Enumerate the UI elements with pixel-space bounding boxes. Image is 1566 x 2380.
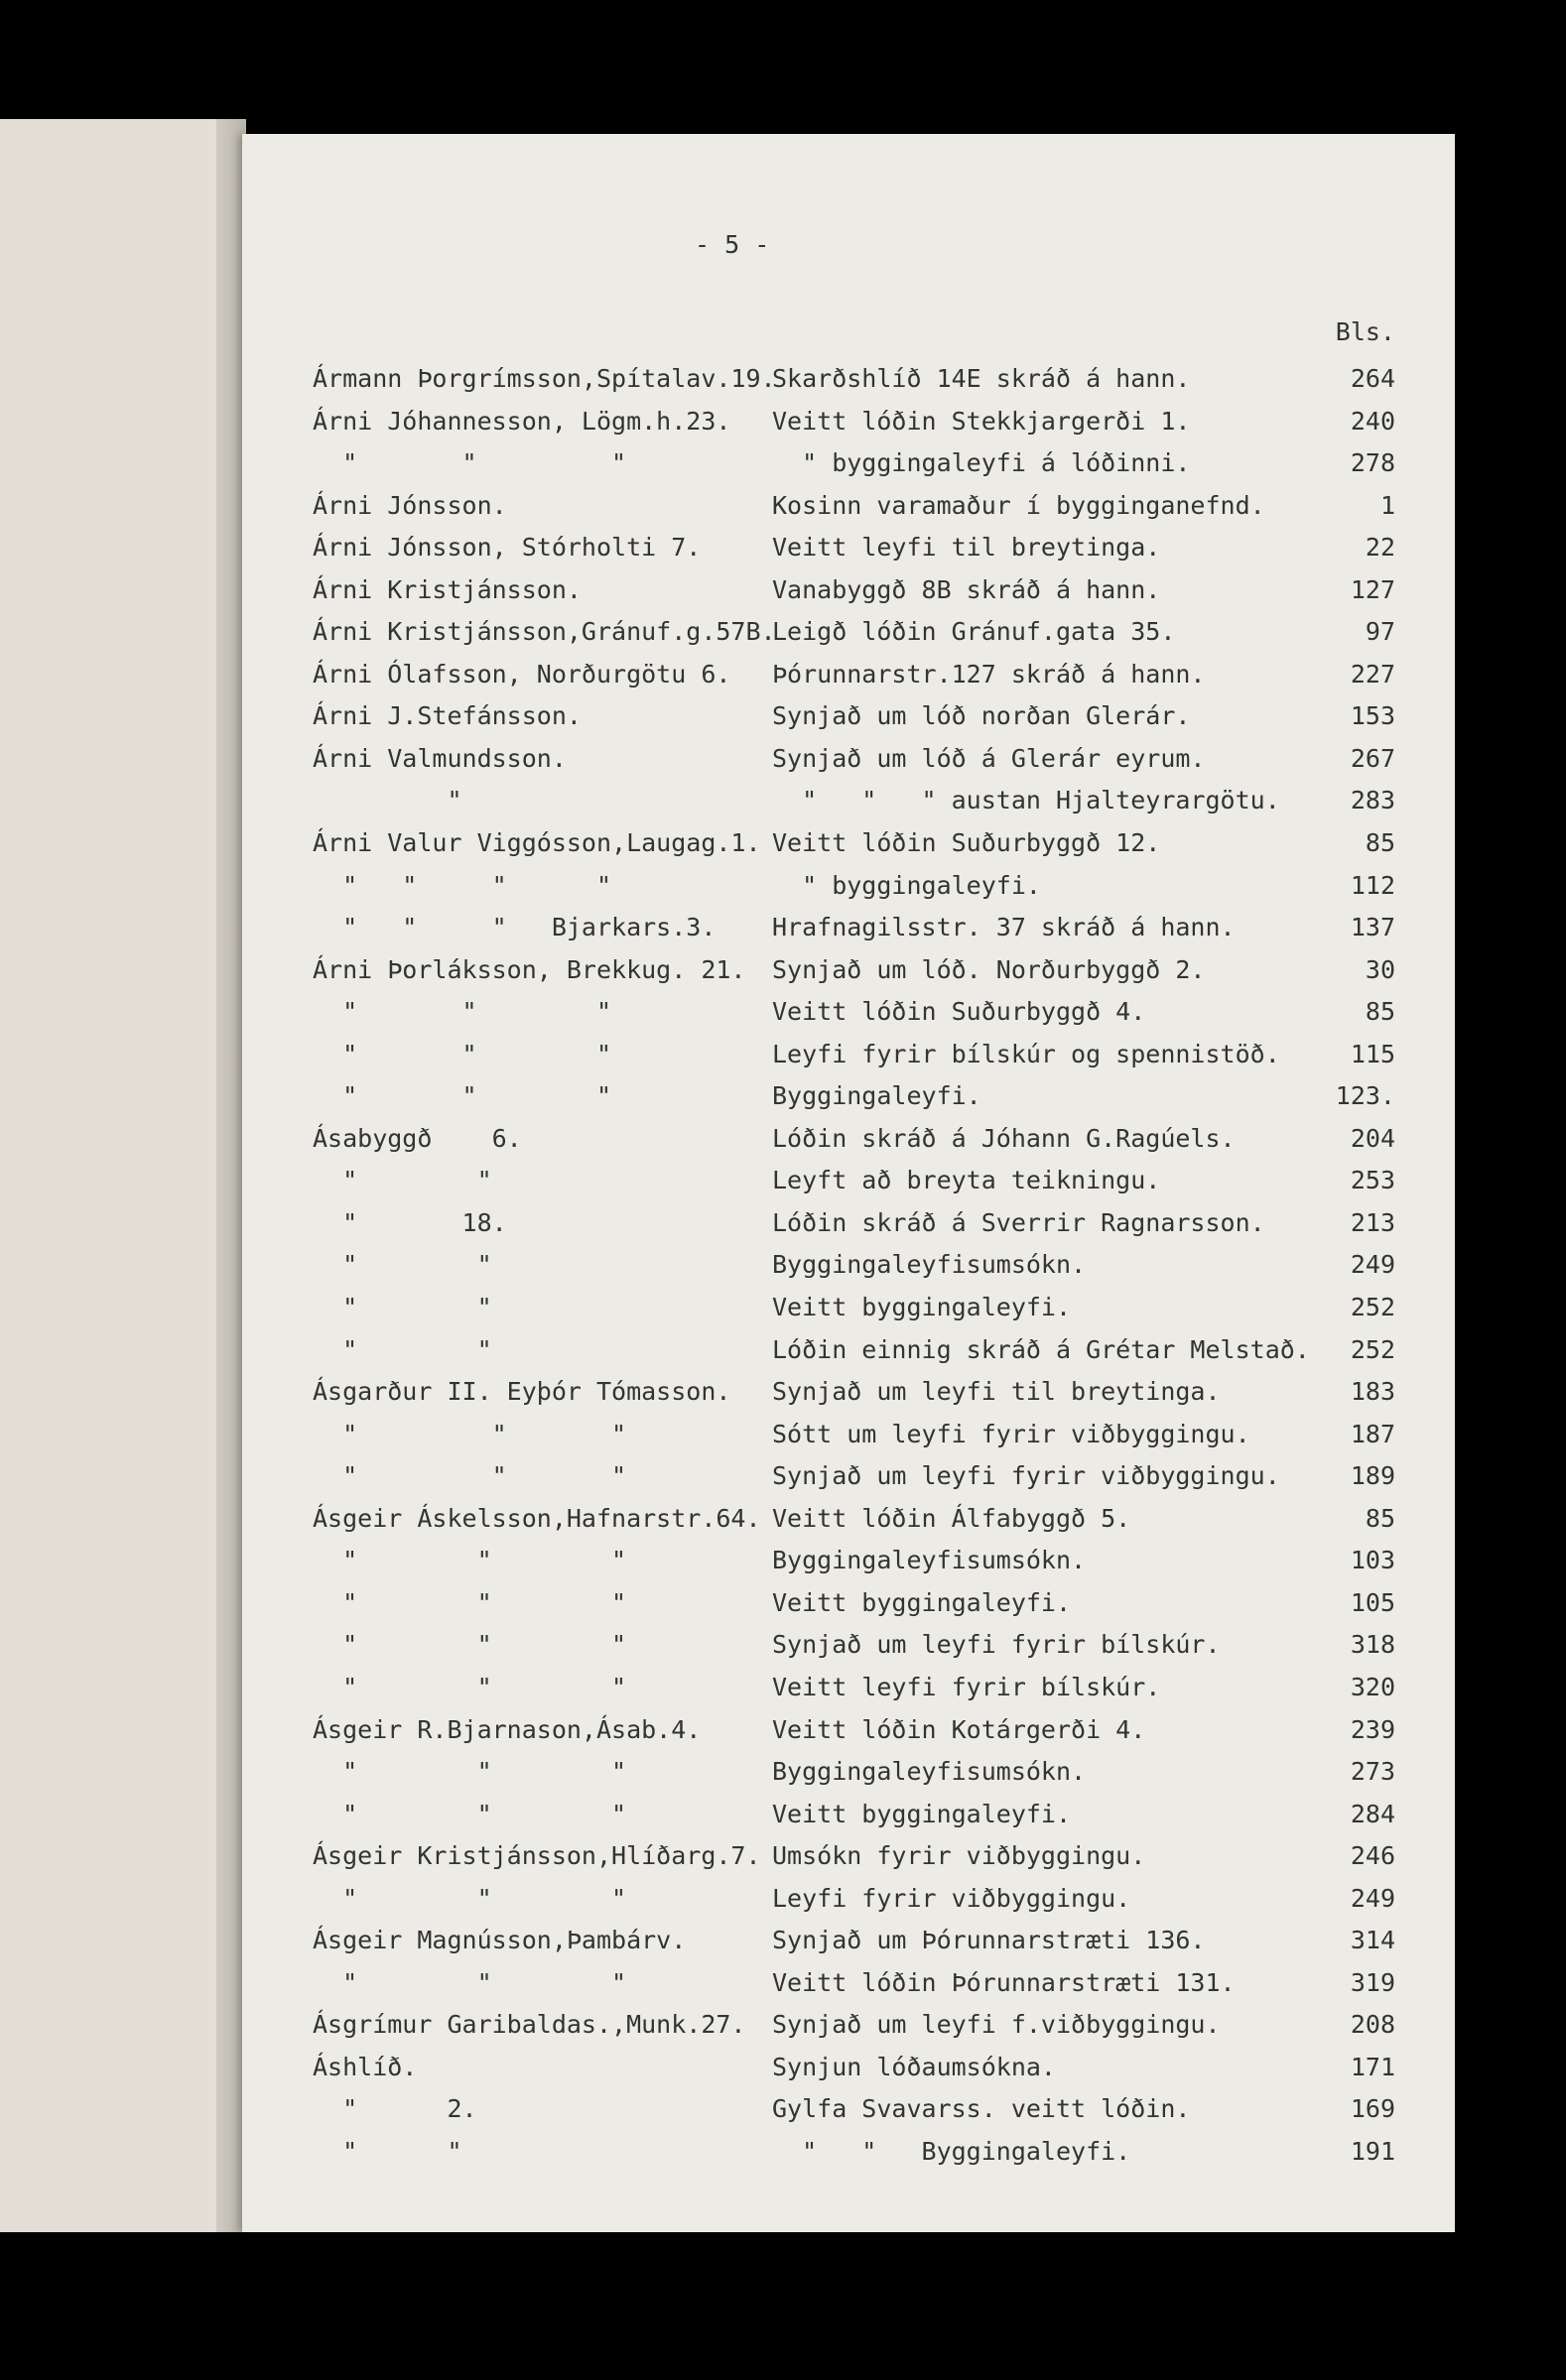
entry-page-number: 273 — [1350, 1757, 1395, 1787]
entry-name: " " " — [313, 1587, 627, 1617]
entry-page-number: 171 — [1350, 2052, 1395, 2081]
index-row — [313, 1329, 1395, 1372]
entry-name: " " — [313, 1334, 492, 1364]
index-row — [313, 1414, 1395, 1456]
index-row — [313, 442, 1395, 485]
entry-page-number: 105 — [1350, 1587, 1395, 1617]
entry-description: Veitt lóðin Suðurbyggð 4. — [772, 997, 1146, 1027]
entry-description: Veitt leyfi fyrir bílskúr. — [772, 1672, 1161, 1701]
entry-description: Sótt um leyfi fyrir viðbyggingu. — [772, 1419, 1250, 1448]
index-row — [313, 654, 1395, 696]
entry-page-number: 127 — [1350, 574, 1395, 604]
entry-description: Skarðshlíð 14E skráð á hann. — [772, 364, 1191, 393]
index-row — [313, 907, 1395, 949]
entry-name: Árni Kristjánsson. — [313, 574, 582, 604]
entry-page-number: 284 — [1350, 1799, 1395, 1828]
entry-name: Árni Kristjánsson,Gránuf.g.57B. — [313, 617, 776, 647]
entry-description: Byggingaleyfisumsókn. — [772, 1757, 1087, 1787]
entry-name: " " " Bjarkars.3. — [313, 913, 717, 942]
entry-description: Veitt leyfi til breytinga. — [772, 533, 1161, 563]
index-row — [313, 1751, 1395, 1794]
entry-page-number: 264 — [1350, 364, 1395, 393]
entry-page-number: 249 — [1350, 1250, 1395, 1280]
index-row — [313, 991, 1395, 1034]
index-row — [313, 1794, 1395, 1836]
entry-name: " " " — [313, 1967, 627, 1997]
entry-description: Leyft að breyta teikningu. — [772, 1166, 1161, 1195]
entry-page-number: 246 — [1350, 1841, 1395, 1871]
entry-name: " " " " — [313, 870, 612, 900]
index-row — [313, 1582, 1395, 1625]
entry-name: Ásgeir Kristjánsson,Hlíðarg.7. — [313, 1841, 761, 1871]
entry-name: Ásgeir R.Bjarnason,Ásab.4. — [313, 1714, 702, 1744]
index-row — [313, 695, 1395, 738]
entry-description: Synjað um lóð. Norðurbyggð 2. — [772, 954, 1206, 984]
entry-name: " " " — [313, 1081, 612, 1111]
entry-name: Árni Þorláksson, Brekkug. 21. — [313, 954, 746, 984]
entry-description: Kosinn varamaður í bygginganefnd. — [772, 490, 1265, 520]
entry-name: Ásgrímur Garibaldas.,Munk.27. — [313, 2010, 746, 2040]
entry-name: " " — [313, 1166, 492, 1195]
entry-name: Árni J.Stefánsson. — [313, 701, 582, 731]
entry-name: Ásgeir Magnússon,Þambárv. — [313, 1926, 687, 1955]
entry-page-number: 318 — [1350, 1630, 1395, 1660]
entry-description: Veitt lóðin Álfabyggð 5. — [772, 1503, 1131, 1533]
entry-name: " 18. — [313, 1207, 507, 1237]
entry-description: Veitt lóðin Stekkjargerði 1. — [772, 406, 1191, 436]
entry-page-number: 320 — [1350, 1672, 1395, 1701]
entry-page-number: 22 — [1365, 533, 1395, 563]
index-row — [313, 738, 1395, 781]
index-row — [313, 2131, 1395, 2174]
entry-page-number: 115 — [1350, 1039, 1395, 1068]
entry-page-number: 191 — [1350, 2136, 1395, 2166]
entry-name: Árni Valur Viggósson,Laugag.1. — [313, 828, 761, 858]
entry-name: " " " — [313, 1672, 627, 1701]
index-row — [313, 1835, 1395, 1878]
entry-description: Veitt byggingaleyfi. — [772, 1293, 1072, 1322]
entry-description: Synjað um lóð norðan Glerár. — [772, 701, 1191, 731]
index-row — [313, 1118, 1395, 1161]
entry-description: " " Byggingaleyfi. — [772, 2136, 1131, 2166]
entry-description: Byggingaleyfisumsókn. — [772, 1250, 1087, 1280]
entry-page-number: 169 — [1350, 2094, 1395, 2124]
entry-page-number: 213 — [1350, 1207, 1395, 1237]
entry-page-number: 103 — [1350, 1546, 1395, 1575]
entry-page-number: 204 — [1350, 1123, 1395, 1153]
entry-name: Árni Jónsson. — [313, 490, 507, 520]
entry-description: Lóðin skráð á Jóhann G.Ragúels. — [772, 1123, 1236, 1153]
index-row — [313, 1287, 1395, 1329]
entry-description: Synjun lóðaumsókna. — [772, 2052, 1056, 2081]
entry-description: Gylfa Svavarss. veitt lóðin. — [772, 2094, 1191, 2124]
entry-name: " " " — [313, 1799, 627, 1828]
entry-description: Synjað um leyfi til breytinga. — [772, 1377, 1221, 1407]
index-row — [313, 1709, 1395, 1752]
page-number: - 5 - — [695, 230, 770, 259]
entry-page-number: 1 — [1379, 490, 1395, 520]
entry-name: " " — [313, 1250, 492, 1280]
entry-description: Synjað um leyfi fyrir bílskúr. — [772, 1630, 1221, 1660]
index-row — [313, 949, 1395, 992]
entry-page-number: 253 — [1350, 1166, 1395, 1195]
entry-page-number: 30 — [1365, 954, 1395, 984]
index-row — [313, 611, 1395, 654]
entry-page-number: 252 — [1350, 1293, 1395, 1322]
entry-description: Þórunnarstr.127 skráð á hann. — [772, 659, 1206, 689]
index-row — [313, 1962, 1395, 2005]
entry-description: Leyfi fyrir bílskúr og spennistöð. — [772, 1039, 1280, 1068]
entry-description: " " " austan Hjalteyrargötu. — [772, 786, 1280, 815]
index-row — [313, 401, 1395, 443]
entry-description: Synjað um Þórunnarstræti 136. — [772, 1926, 1206, 1955]
entry-description: Veitt byggingaleyfi. — [772, 1799, 1072, 1828]
index-row — [313, 1878, 1395, 1921]
entry-page-number: 208 — [1350, 2010, 1395, 2040]
index-row — [313, 1244, 1395, 1287]
entry-page-number: 187 — [1350, 1419, 1395, 1448]
entry-description: Veitt lóðin Kotárgerði 4. — [772, 1714, 1146, 1744]
index-row — [313, 1034, 1395, 1076]
entry-page-number: 97 — [1365, 617, 1395, 647]
entry-page-number: 153 — [1350, 701, 1395, 731]
entry-name: " " — [313, 1293, 492, 1322]
entry-description: Vanabyggð 8B skráð á hann. — [772, 574, 1161, 604]
entry-name: " " " — [313, 1039, 612, 1068]
index-row — [313, 2004, 1395, 2047]
index-row — [313, 1160, 1395, 1202]
index-row — [313, 1075, 1395, 1118]
entry-page-number: 267 — [1350, 743, 1395, 773]
entry-name: Ásgarður II. Eyþór Tómasson. — [313, 1377, 731, 1407]
entry-description: Hrafnagilsstr. 37 skráð á hann. — [772, 913, 1236, 942]
entry-name: Árni Jóhannesson, Lögm.h.23. — [313, 406, 731, 436]
entry-name: " — [313, 786, 462, 815]
page-column-header: Bls. — [1335, 317, 1395, 346]
entry-description: Leigð lóðin Gránuf.gata 35. — [772, 617, 1176, 647]
entry-page-number: 319 — [1350, 1967, 1395, 1997]
entry-name: " " " — [313, 1883, 627, 1913]
entry-description: Synjað um leyfi fyrir viðbyggingu. — [772, 1461, 1280, 1491]
entry-description: Byggingaleyfi. — [772, 1081, 981, 1111]
entry-page-number: 283 — [1350, 786, 1395, 815]
index-row — [313, 1371, 1395, 1414]
index-row — [313, 569, 1395, 612]
entry-description: Veitt lóðin Þórunnarstræti 131. — [772, 1967, 1236, 1997]
entry-name: Árni Valmundsson. — [313, 743, 567, 773]
index-row — [313, 865, 1395, 908]
entry-name: " 2. — [313, 2094, 477, 2124]
entry-description: Veitt byggingaleyfi. — [772, 1587, 1072, 1617]
entry-page-number: 239 — [1350, 1714, 1395, 1744]
entry-page-number: 314 — [1350, 1926, 1395, 1955]
index-row — [313, 2047, 1395, 2089]
entry-name: Árni Jónsson, Stórholti 7. — [313, 533, 702, 563]
entry-description: Umsókn fyrir viðbyggingu. — [772, 1841, 1146, 1871]
entry-name: " " — [313, 2136, 462, 2166]
entry-page-number: 249 — [1350, 1883, 1395, 1913]
entry-name: " " " — [313, 997, 612, 1027]
entry-name: " " " — [313, 1546, 627, 1575]
entry-page-number: 85 — [1365, 828, 1395, 858]
entry-name: " " " — [313, 448, 627, 478]
entry-description: Lóðin skráð á Sverrir Ragnarsson. — [772, 1207, 1265, 1237]
entry-description: Leyfi fyrir viðbyggingu. — [772, 1883, 1131, 1913]
index-row — [313, 1667, 1395, 1709]
back-page — [0, 119, 233, 2232]
index-row — [313, 1920, 1395, 1962]
entry-name: " " " — [313, 1757, 627, 1787]
entry-description: Byggingaleyfisumsókn. — [772, 1546, 1087, 1575]
index-row — [313, 527, 1395, 569]
index-row — [313, 822, 1395, 865]
entry-name: " " " — [313, 1419, 627, 1448]
entry-description: Synjað um lóð á Glerár eyrum. — [772, 743, 1206, 773]
entry-description: " byggingaleyfi á lóðinni. — [772, 448, 1191, 478]
index-row — [313, 2088, 1395, 2131]
entry-page-number: 137 — [1350, 913, 1395, 942]
index-row — [313, 1624, 1395, 1667]
entry-page-number: 240 — [1350, 406, 1395, 436]
entry-page-number: 227 — [1350, 659, 1395, 689]
entry-name: " " " — [313, 1630, 627, 1660]
index-entries — [313, 358, 1395, 2174]
entry-description: Synjað um leyfi f.viðbyggingu. — [772, 2010, 1221, 2040]
index-row — [313, 485, 1395, 528]
entry-name: Ásgeir Áskelsson,Hafnarstr.64. — [313, 1503, 761, 1533]
entry-name: Árni Ólafsson, Norðurgötu 6. — [313, 659, 731, 689]
entry-page-number: 85 — [1365, 1503, 1395, 1533]
entry-name: Ármann Þorgrímsson,Spítalav.19. — [313, 364, 776, 393]
index-row — [313, 1202, 1395, 1245]
entry-description: Lóðin einnig skráð á Grétar Melstað. — [772, 1334, 1310, 1364]
index-row — [313, 1498, 1395, 1541]
entry-name: Ásabyggð 6. — [313, 1123, 522, 1153]
entry-name: " " " — [313, 1461, 627, 1491]
index-row — [313, 1455, 1395, 1498]
entry-page-number: 278 — [1350, 448, 1395, 478]
entry-page-number: 252 — [1350, 1334, 1395, 1364]
entry-page-number: 85 — [1365, 997, 1395, 1027]
entry-page-number: 123. — [1335, 1081, 1395, 1111]
entry-page-number: 183 — [1350, 1377, 1395, 1407]
entry-description: Veitt lóðin Suðurbyggð 12. — [772, 828, 1161, 858]
index-row — [313, 780, 1395, 822]
entry-name: Áshlíð. — [313, 2052, 418, 2081]
index-row — [313, 1540, 1395, 1582]
entry-description: " byggingaleyfi. — [772, 870, 1041, 900]
index-row — [313, 358, 1395, 401]
entry-page-number: 112 — [1350, 870, 1395, 900]
entry-page-number: 189 — [1350, 1461, 1395, 1491]
